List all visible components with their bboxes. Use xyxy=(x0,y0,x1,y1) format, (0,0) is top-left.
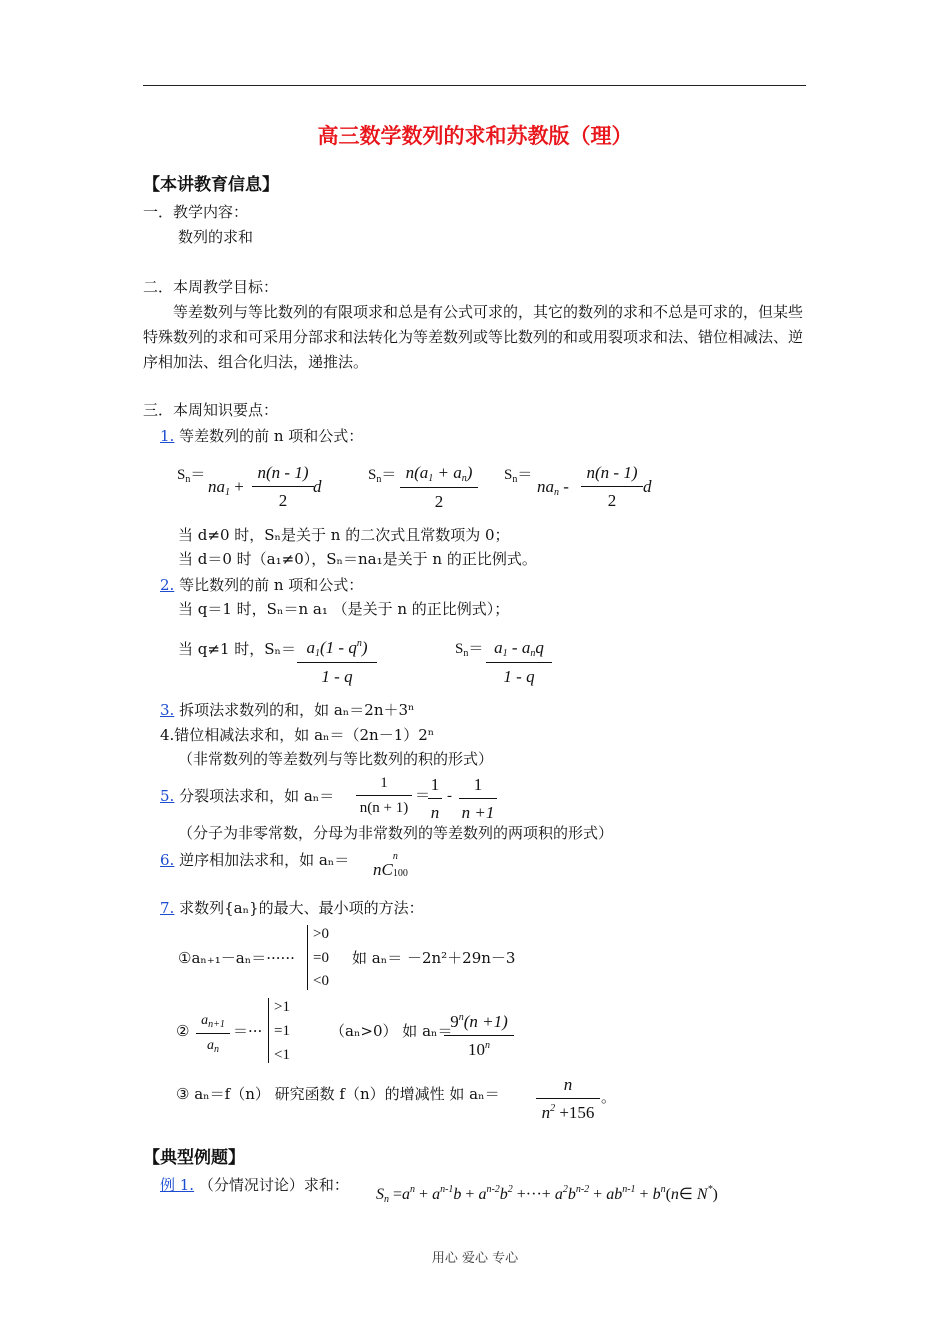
k5-note: （分子为非零常数，分母为非常数列的等差数列的两项积的形式） xyxy=(178,824,614,842)
section-heading-info: 【本讲教育信息】 xyxy=(143,175,279,195)
k7-text: 求数列{aₙ}的最大、最小项的方法： xyxy=(179,899,424,917)
k3-item xyxy=(160,703,415,718)
k1-item xyxy=(160,429,363,444)
k2-text: 等比数列的前 n 项和公式： xyxy=(179,576,364,594)
m2-case-2: =1 xyxy=(274,1023,290,1039)
k3-text: 拆项法求数列的和，如 aₙ＝2n＋3ⁿ xyxy=(179,701,415,719)
s1-body: 数列的求和 xyxy=(178,228,254,246)
m2-condition: （aₙ>0） 如 aₙ＝ xyxy=(330,1022,453,1040)
k3-number[interactable]: 3. xyxy=(160,701,175,719)
k1-number[interactable]: 1. xyxy=(160,427,175,445)
m1-brace xyxy=(307,925,308,990)
m1-case-2: =0 xyxy=(313,950,329,966)
m1-lhs: ①aₙ₊₁－aₙ＝······ xyxy=(178,949,295,967)
k2-number[interactable]: 2. xyxy=(160,576,175,594)
k6-text: 逆序相加法求和，如 aₙ＝ xyxy=(179,851,350,869)
k1-note-2: 当 d＝0 时（a₁≠0），Sₙ＝na₁是关于 n 的正比例式。 xyxy=(178,550,537,568)
s1-heading: 一．教学内容： xyxy=(143,203,249,221)
k4-note: （非常数列的等差数列与等比数列的积的形式） xyxy=(178,750,494,768)
k5-item xyxy=(160,789,334,804)
k1-text: 等差数列的前 n 项和公式： xyxy=(179,427,364,445)
s3-heading: 三．本周知识要点： xyxy=(143,401,279,419)
ex1-label[interactable]: 例 1. xyxy=(160,1176,195,1194)
k1-note-1: 当 d≠0 时，Sₙ是关于 n 的二次式且常数项为 0； xyxy=(178,526,510,544)
header-rule xyxy=(143,85,806,86)
page-footer: 用心 爱心 专心 xyxy=(431,1251,519,1266)
m1-case-1: >0 xyxy=(313,926,329,942)
k6-item xyxy=(160,853,349,868)
s2-heading: 二．本周教学目标： xyxy=(143,278,279,296)
m2-ratio: $\frac{a_{n+1}}{a_n}$ xyxy=(196,1013,230,1055)
m3-formula: $\frac{n}{n^2 +156}$ xyxy=(536,1075,600,1123)
k7-number[interactable]: 7. xyxy=(160,899,175,917)
k2-note-2: 当 q≠1 时，Sₙ＝ xyxy=(178,640,297,658)
k5-number[interactable]: 5. xyxy=(160,787,175,805)
k6-number[interactable]: 6. xyxy=(160,851,175,869)
m1-case-3: <0 xyxy=(313,973,329,989)
m2-case-1: >1 xyxy=(274,999,290,1015)
m2-brace xyxy=(268,998,269,1063)
m1-example: 如 aₙ＝ －2n²＋29n－3 xyxy=(352,949,516,967)
k4-text: 4.错位相减法求和，如 aₙ＝（2n－1）2ⁿ xyxy=(160,726,435,744)
ex1-text: （分情况讨论）求和： xyxy=(198,1176,349,1194)
m2-example-formula: $\frac{9^n(n +1)}{10^n}$ xyxy=(444,1012,514,1060)
m2-dots: ＝··· xyxy=(233,1022,263,1040)
page-title: 高三数学数列的求和苏教版（理） xyxy=(317,124,633,148)
k2-item xyxy=(160,578,363,593)
ex1-formula: $S_n =a^n + a^{n-1}b + a^{n-2}b^2$ +···+ $a^2b^{n-2} + ab^{n-1}$ + $b^n(n\in$ N*) xyxy=(376,1184,718,1205)
ex1-item xyxy=(160,1178,349,1193)
m2-lead: ② xyxy=(176,1022,190,1040)
m2-case-3: <1 xyxy=(274,1047,290,1063)
section-heading-examples: 【典型例题】 xyxy=(143,1148,245,1168)
m3-text: ③ aₙ＝f（n） 研究函数 f（n）的增减性 如 aₙ＝ xyxy=(176,1085,500,1103)
k5-text: 分裂项法求和，如 aₙ＝ xyxy=(179,787,335,805)
k2-note-1: 当 q＝1 时，Sₙ＝n a₁ （是关于 n 的正比例式）； xyxy=(178,600,510,618)
s2-body: 等差数列与等比数列的有限项求和总是有公式可求的，其它的数列的求和不总是可求的，但某些特殊数列的求和可采用分部求和法转化为等差数列或等比数列的和或用裂项求和法、错位相减法、逆序相加法、组合化归法，递推法。 xyxy=(143,303,804,371)
formula-combination: nC n 100 xyxy=(373,851,408,879)
m3-end: 。 xyxy=(601,1088,617,1106)
k7-item xyxy=(160,901,424,916)
formula-geo-1: $\frac{a_1(1 - q^n)}{1 - q}$ xyxy=(297,638,377,687)
